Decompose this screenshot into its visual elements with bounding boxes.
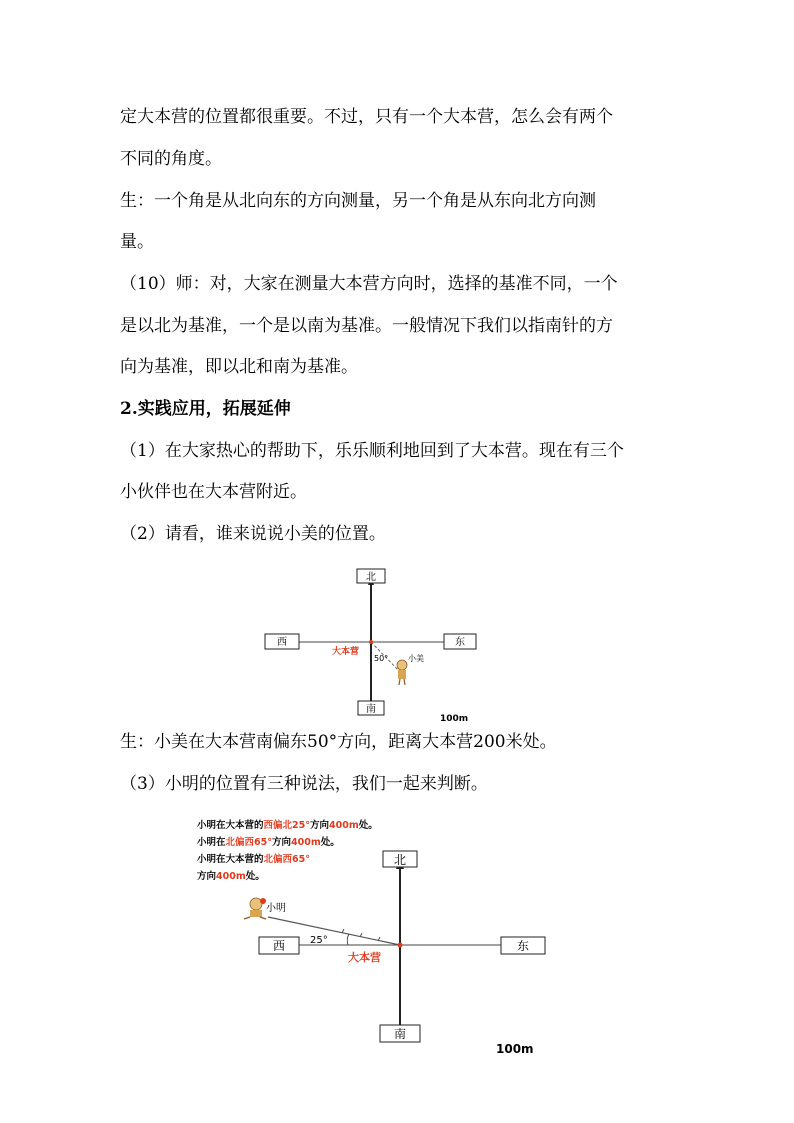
- paragraph-2: 不同的角度。: [120, 149, 222, 169]
- scale-label: 100m: [496, 1042, 534, 1056]
- statement-3: 小明在大本营的北偏西65°: [197, 854, 310, 865]
- angle-label: 50°: [374, 654, 389, 663]
- paragraph-7: 向为基准，即以北和南为基准。: [120, 357, 358, 377]
- base-point: [398, 943, 403, 948]
- east-label: 东: [455, 637, 465, 648]
- paragraph-12: 生：小美在大本营南偏东50°方向，距离大本营200米处。: [120, 732, 557, 752]
- south-label: 南: [366, 704, 376, 715]
- section-heading: 2.实践应用，拓展延伸: [120, 399, 291, 419]
- paragraph-13: （3）小明的位置有三种说法，我们一起来判断。: [120, 774, 488, 794]
- figure-xiaomei-position: [260, 565, 480, 725]
- east-label: 东: [516, 939, 530, 953]
- base-label: 大本营: [348, 951, 381, 964]
- person-label: 小美: [408, 654, 424, 663]
- paragraph-1: 定大本营的位置都很重要。不过，只有一个大本营，怎么会有两个: [120, 107, 613, 127]
- paragraph-10: 小伙伴也在大本营附近。: [120, 482, 307, 502]
- base-label: 大本营: [332, 647, 360, 657]
- paragraph-4: 量。: [120, 232, 154, 252]
- figure-xiaoming-position: [230, 845, 560, 1060]
- xiaomei-figure-icon: [397, 660, 407, 685]
- paragraph-6: 是以北为基准，一个是以南为基准。一般情况下我们以指南针的方: [120, 316, 613, 336]
- xiaoming-figure-icon: [244, 898, 266, 919]
- north-label: 北: [393, 853, 407, 867]
- scale-label: 100m: [440, 714, 469, 724]
- angle-arc: [347, 934, 349, 945]
- person-label: 小明: [266, 903, 286, 914]
- base-point: [369, 640, 373, 644]
- west-label: 西: [277, 637, 287, 648]
- statement-2: 小明在北偏西65°方向400m处。: [197, 837, 340, 848]
- paragraph-11: （2）请看，谁来说说小美的位置。: [120, 524, 386, 544]
- paragraph-9: （1）在大家热心的帮助下，乐乐顺利地回到了大本营。现在有三个: [120, 441, 624, 461]
- paragraph-5: （10）师：对，大家在测量大本营方向时，选择的基准不同，一个: [120, 274, 618, 294]
- angle-label: 25°: [310, 935, 328, 946]
- north-label: 北: [366, 572, 376, 583]
- statement-1: 小明在大本营的西偏北25°方向400m处。: [197, 820, 378, 831]
- paragraph-3: 生：一个角是从北向东的方向测量，另一个角是从东向北方向测: [120, 191, 596, 211]
- west-label: 西: [272, 939, 286, 953]
- south-label: 南: [393, 1027, 407, 1041]
- statement-3-cont: 方向400m处。: [197, 871, 265, 882]
